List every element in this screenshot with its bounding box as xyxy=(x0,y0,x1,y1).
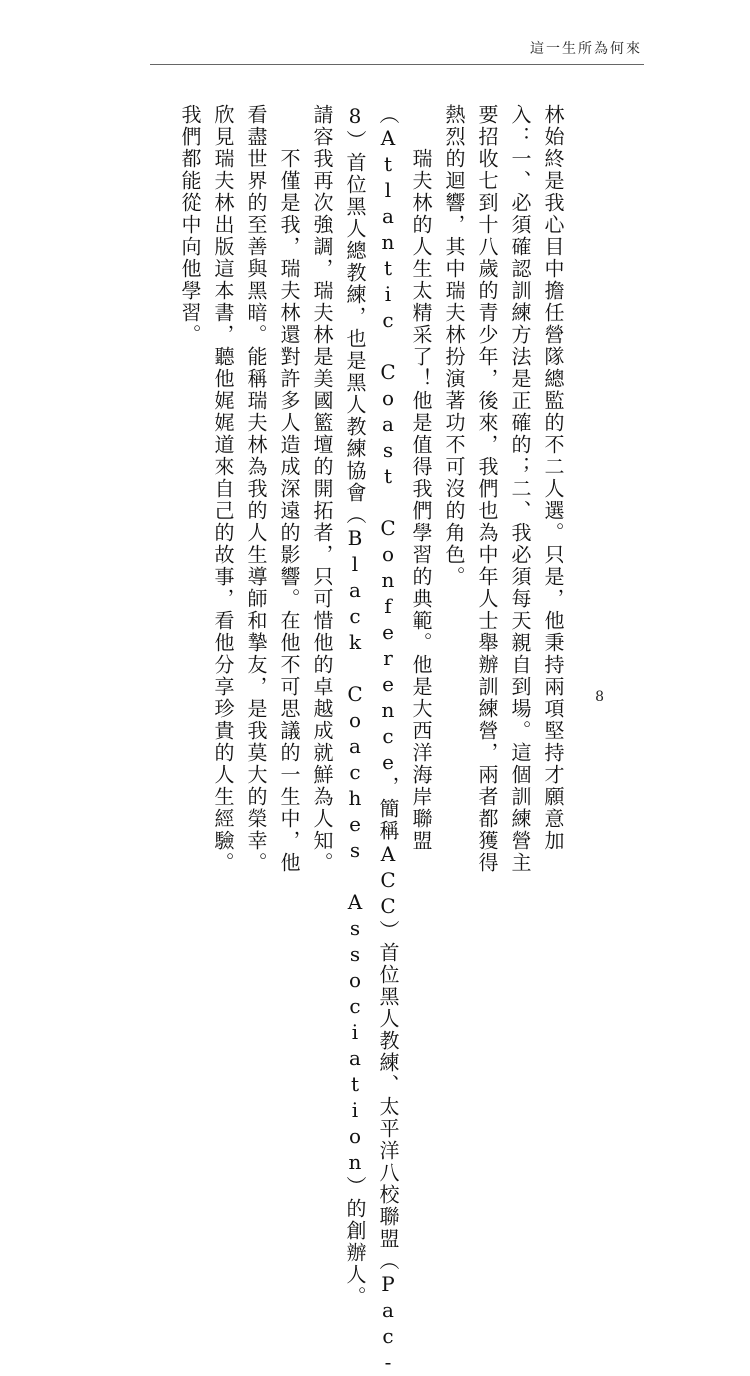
text-column-7: 8）首位黑人總教練，也是黑人教練協會（Black Coaches Association）的創辦人。 xyxy=(343,104,367,1308)
text-column-2: 入：一、必須確認訓練方法是正確的；二、我必須每天親自到場。這個訓練營主 xyxy=(508,104,532,874)
text-column-4: 熱烈的迴響，其中瑞夫林扮演著功不可沒的角色。 xyxy=(442,104,466,588)
header-divider xyxy=(150,64,644,65)
text-column-6: （Atlantic Coast Conference，簡稱ACC）首位黑人教練、太平洋八校聯盟（Pac- xyxy=(376,104,400,1376)
text-column-5: 瑞夫林的人生太精采了！他是值得我們學習的典範。他是大西洋海岸聯盟 xyxy=(409,148,433,852)
page-number: 8 xyxy=(595,689,604,705)
text-column-12: 我們都能從中向他學習。 xyxy=(178,104,202,346)
text-column-9: 不僅是我，瑞夫林還對許多人造成深遠的影響。在他不可思議的一生中，他 xyxy=(277,148,301,874)
text-column-10: 看盡世界的至善與黑暗。能稱瑞夫林為我的人生導師和摯友，是我莫大的榮幸。 xyxy=(244,104,268,874)
text-column-3: 要招收七到十八歲的青少年，後來，我們也為中年人士舉辦訓練營，兩者都獲得 xyxy=(475,104,499,874)
text-column-11: 欣見瑞夫林出版這本書，聽他娓娓道來自己的故事，看他分享珍貴的人生經驗。 xyxy=(211,104,235,874)
text-column-1: 林始終是我心目中擔任營隊總監的不二人選。只是，他秉持兩項堅持才願意加 xyxy=(541,104,565,852)
running-header-title: 這一生所為何來 xyxy=(530,41,642,57)
text-column-8: 請容我再次強調，瑞夫林是美國籃壇的開拓者，只可惜他的卓越成就鮮為人知。 xyxy=(310,104,334,874)
